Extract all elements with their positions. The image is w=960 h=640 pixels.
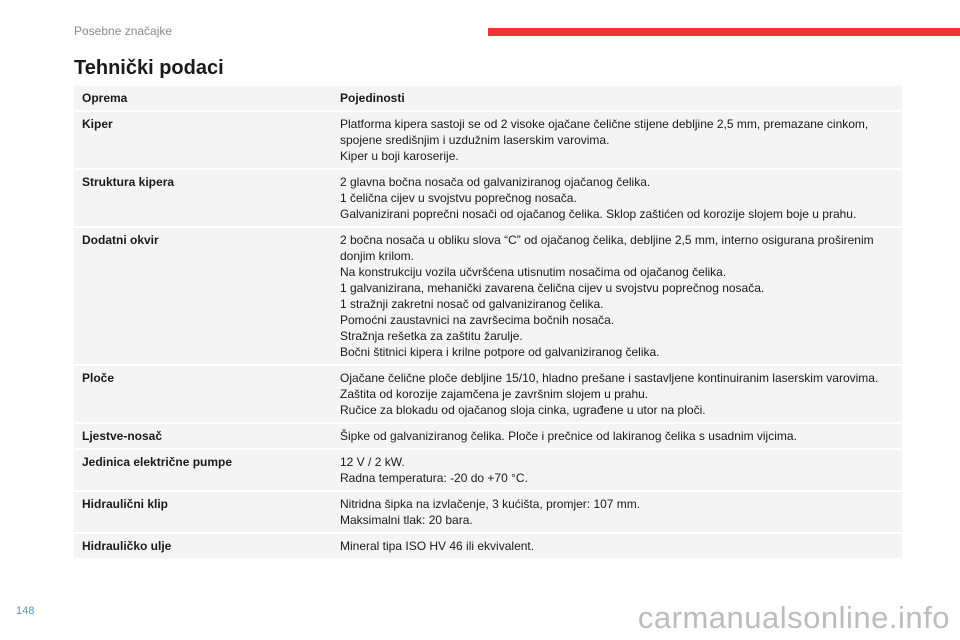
details-cell [322,491,902,533]
detail-line: Zaštita od korozije zajamčena je završnim slojem u prahu. [340,387,649,401]
detail-line: 1 čelična cijev u svojstvu poprečnog nosača. [340,191,577,205]
table-row [74,423,902,449]
table-header-row [74,86,902,111]
detail-line: Na konstrukciju vozila učvršćena utisnutim nosačima od ojačanog čelika. [340,265,727,279]
details-cell [322,423,902,449]
table-row [74,533,902,558]
detail-line: 1 stražnji zakretni nosač od galvaniziranog čelika. [340,297,604,311]
detail-line: donjim krilom. [340,249,415,263]
detail-line: Šipke od galvaniziranog čelika. Ploče i prečnice od lakiranog čelika s usadnim vijcima. [340,429,797,443]
equipment-cell: Hidraulični klip [74,491,322,533]
header-accent-bar [488,28,960,36]
equipment-cell: Jedinica električne pumpe [74,449,322,491]
detail-line: Pomoćni zaustavnici na završecima bočnih nosača. [340,313,615,327]
table-row [74,491,902,533]
page-number: 148 [16,605,35,617]
detail-line: Stražnja rešetka za zaštitu žarulje. [340,329,523,343]
equipment-cell: Struktura kipera [74,169,322,227]
table-row [74,227,902,365]
detail-line: Maksimalni tlak: 20 bara. [340,513,473,527]
detail-line: 2 bočna nosača u obliku slova “C” od ojačanog čelika, debljine 2,5 mm, interno osigurana proširenim [340,233,874,247]
detail-line: 1 galvanizirana, mehanički zavarena čelična cijev u svojstvu poprečnog nosača. [340,281,765,295]
equipment-cell: Ploče [74,365,322,423]
column-header-details: Pojedinosti [322,86,902,111]
details-cell [322,169,902,227]
detail-line: Ojačane čelične ploče debljine 15/10, hladno prešane i sastavljene kontinuiranim laserskim varovima. [340,371,879,385]
section-header: Posebne značajke [74,24,173,38]
equipment-cell: Hidrauličko ulje [74,533,322,558]
details-cell [322,365,902,423]
page-title: Tehnički podaci [74,57,224,79]
detail-line: 12 V / 2 kW. [340,455,405,469]
detail-line: Mineral tipa ISO HV 46 ili ekvivalent. [340,539,535,553]
equipment-cell: Dodatni okvir [74,227,322,365]
details-cell [322,111,902,169]
watermark: carmanualsonline.info [637,600,950,635]
table-row [74,111,902,169]
detail-line: Galvanizirani poprečni nosači od ojačanog čelika. Sklop zaštićen od korozije slojem boje u prahu. [340,207,857,221]
detail-line: Platforma kipera sastoji se od 2 visoke ojačane čelične stijene debljine 2,5 mm, premazane cinkom, [340,117,869,131]
detail-line: Nitridna šipka na izvlačenje, 3 kućišta, promjer: 107 mm. [340,497,641,511]
column-header-equipment: Oprema [74,86,322,111]
details-cell [322,449,902,491]
detail-line: Kiper u boji karoserije. [340,149,459,163]
equipment-cell: Kiper [74,111,322,169]
detail-line: 2 glavna bočna nosača od galvaniziranog ojačanog čelika. [340,175,651,189]
spec-table [74,86,902,558]
table-body [74,111,902,558]
detail-line: Radna temperatura: -20 do +70 °C. [340,471,528,485]
table-row [74,449,902,491]
detail-line: Bočni štitnici kipera i krilne potpore od galvaniziranog čelika. [340,345,660,359]
details-cell [322,227,902,365]
equipment-cell: Ljestve-nosač [74,423,322,449]
table-row [74,365,902,423]
detail-line: Ručice za blokadu od ojačanog sloja cinka, ugrađene u utor na ploči. [340,403,706,417]
table-row [74,169,902,227]
details-cell [322,533,902,558]
detail-line: spojene središnjim i uzdužnim laserskim varovima. [340,133,610,147]
